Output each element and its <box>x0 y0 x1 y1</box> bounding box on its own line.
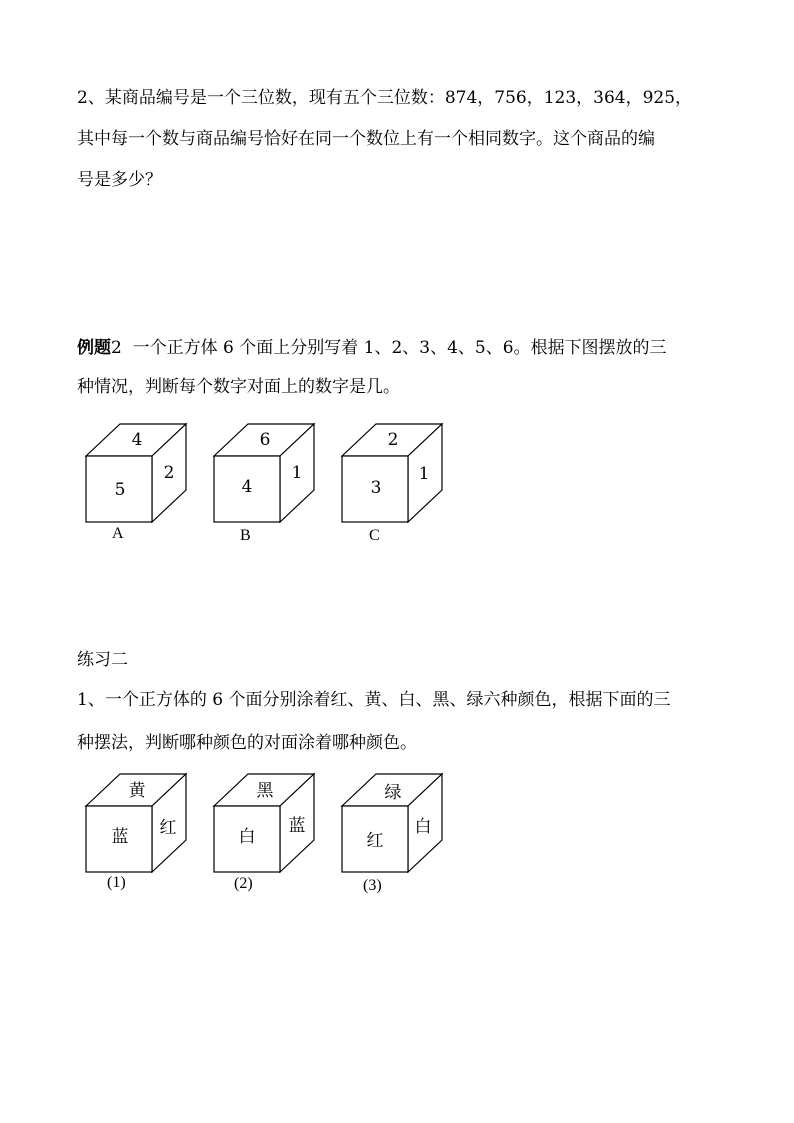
cube-c-right: 1 <box>418 464 430 484</box>
cube-1-right: 红 <box>159 818 177 838</box>
cube-2-top: 黑 <box>256 781 274 801</box>
cube-1 <box>85 772 190 874</box>
caption-1: (1) <box>107 874 126 891</box>
cube-1-top: 黄 <box>128 781 146 801</box>
cube-b-right: 1 <box>291 463 303 483</box>
cube-3-top: 绿 <box>384 783 402 803</box>
cube-b-front: 4 <box>241 477 253 497</box>
caption-3: (3) <box>363 877 382 894</box>
problem2-line3: 号是多少？ <box>77 170 162 190</box>
cube-2 <box>213 772 318 874</box>
cube-c <box>341 422 446 524</box>
example2-number: 2 <box>111 338 122 358</box>
practice2-line1: 1、一个正方体的 6 个面分别涂着红、黄、白、黑、绿六种颜色，根据下面的三 <box>77 690 671 710</box>
practice2-heading: 练习二 <box>77 650 128 670</box>
cube-a-front: 5 <box>114 480 126 500</box>
cube-b-top: 6 <box>259 430 271 450</box>
caption-2: (2) <box>234 875 253 892</box>
cube-a <box>85 422 190 524</box>
example2-line1 <box>77 337 667 359</box>
caption-b: B <box>240 527 251 544</box>
example2-line2: 种情况，判断每个数字对面上的数字是几。 <box>77 377 400 397</box>
cube-c-top: 2 <box>387 430 399 450</box>
problem2-line1: 2、某商品编号是一个三位数，现有五个三位数：874，756，123，364，925， <box>77 88 693 108</box>
caption-a: A <box>112 525 124 542</box>
caption-c: C <box>369 527 380 544</box>
problem2-line2: 其中每一个数与商品编号恰好在同一个数位上有一个相同数字。这个商品的编 <box>77 129 655 149</box>
cube-a-right: 2 <box>163 463 175 483</box>
example2-line1-text: 一个正方体 6 个面上分别写着 1、2、3、4、5、6。根据下图摆放的三 <box>132 338 667 358</box>
cube-3-front: 红 <box>366 831 384 851</box>
cube-2-right: 蓝 <box>288 816 306 836</box>
cube-3-right: 白 <box>414 817 432 837</box>
cube-3 <box>341 772 446 874</box>
cube-b <box>213 422 318 524</box>
example2-label: 例题 <box>77 338 111 358</box>
cube-1-front: 蓝 <box>111 827 129 847</box>
cube-c-front: 3 <box>370 478 382 498</box>
practice2-line2: 种摆法，判断哪种颜色的对面涂着哪种颜色。 <box>77 733 417 753</box>
cube-2-front: 白 <box>238 827 256 847</box>
cube-a-top: 4 <box>131 430 143 450</box>
